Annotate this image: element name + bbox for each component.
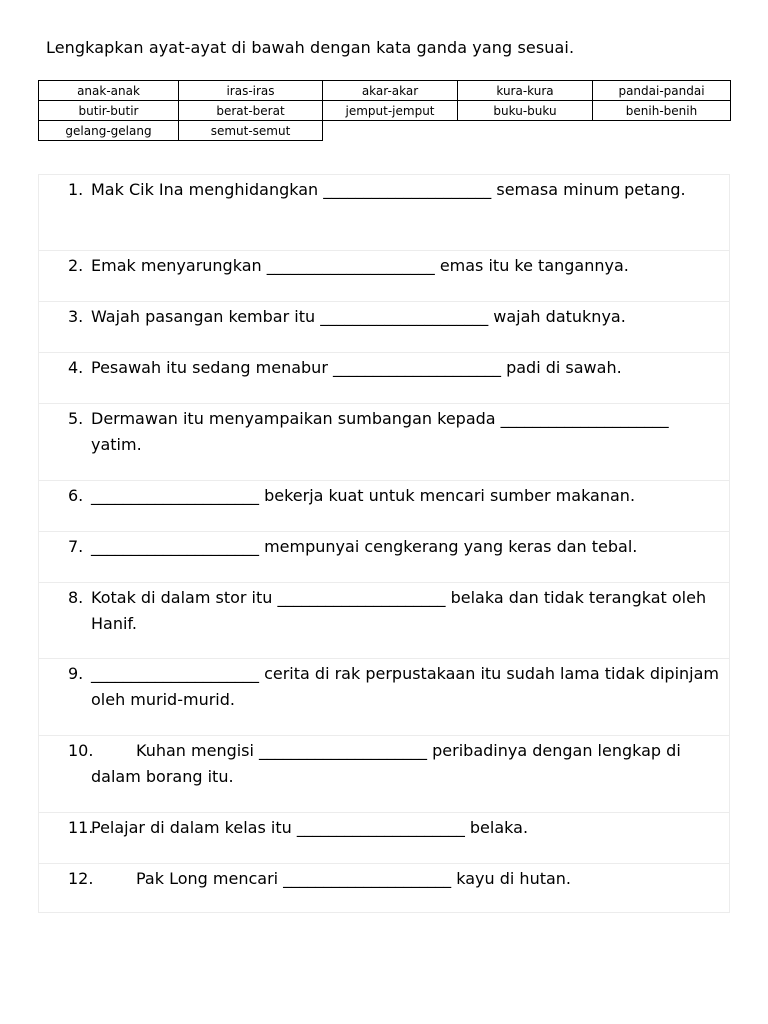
question-text: Dermawan itu menyampaikan sumbangan kepada _____________________ yatim. — [91, 409, 674, 454]
answer-blank[interactable]: _____________________ — [91, 486, 259, 505]
question-number: 8. — [68, 588, 84, 607]
answer-blank[interactable]: _____________________ — [283, 869, 452, 888]
word-bank-cell: iras-iras — [179, 81, 323, 101]
question-item — [39, 175, 729, 251]
question-text: Kuhan mengisi _____________________ peribadinya dengan lengkap di dalam borang itu. — [91, 741, 686, 786]
word-bank-cell: gelang-gelang — [39, 121, 179, 141]
worksheet-instruction: Lengkapkan ayat-ayat di bawah dengan kata ganda yang sesuai. — [46, 38, 575, 57]
answer-blank[interactable]: _____________________ — [332, 358, 501, 377]
word-bank-cell: butir-butir — [39, 101, 179, 121]
question-number: 6. — [68, 486, 84, 505]
word-bank-cell: jemput-jemput — [323, 101, 458, 121]
answer-blank[interactable]: _____________________ — [320, 307, 489, 326]
question-item — [39, 864, 729, 918]
word-bank-cell: kura-kura — [458, 81, 593, 101]
word-bank-table — [38, 80, 731, 141]
question-number: 7. — [68, 537, 84, 556]
question-number: 1. — [68, 180, 84, 199]
question-item — [39, 583, 729, 659]
answer-blank[interactable]: _____________________ — [91, 664, 259, 683]
question-item — [39, 353, 729, 404]
word-bank-cell: benih-benih — [593, 101, 731, 121]
word-bank-cell: semut-semut — [179, 121, 323, 141]
question-text: Pesawah itu sedang menabur _____________________ padi di sawah. — [91, 358, 622, 377]
question-item — [39, 659, 729, 736]
question-item — [39, 736, 729, 813]
answer-blank[interactable]: _____________________ — [266, 256, 435, 275]
question-item — [39, 481, 729, 532]
question-list — [38, 174, 730, 913]
answer-blank[interactable]: _____________________ — [296, 818, 465, 837]
word-bank-row — [39, 81, 731, 101]
question-number: 11. — [68, 818, 94, 837]
word-bank-cell: akar-akar — [323, 81, 458, 101]
question-item — [39, 302, 729, 353]
question-item — [39, 813, 729, 864]
question-number: 12. — [68, 869, 94, 888]
question-text: _____________________ bekerja kuat untuk mencari sumber makanan. — [91, 486, 636, 505]
question-text: Wajah pasangan kembar itu _____________________ wajah datuknya. — [91, 307, 626, 326]
question-text: Pak Long mencari _____________________ kayu di hutan. — [136, 869, 572, 888]
question-text: _____________________ mempunyai cengkerang yang keras dan tebal. — [91, 537, 638, 556]
word-bank-cell: buku-buku — [458, 101, 593, 121]
question-item — [39, 404, 729, 481]
question-number: 9. — [68, 664, 84, 683]
question-number: 5. — [68, 409, 84, 428]
question-number: 2. — [68, 256, 84, 275]
answer-blank[interactable]: _____________________ — [323, 180, 492, 199]
question-text: _____________________ cerita di rak perpustakaan itu sudah lama tidak dipinjam oleh murid-murid. — [91, 664, 725, 709]
word-bank-cell: pandai-pandai — [593, 81, 731, 101]
word-bank-row — [39, 101, 731, 121]
question-text: Kotak di dalam stor itu _____________________ belaka dan tidak terangkat oleh Hanif. — [91, 588, 712, 633]
word-bank-cell: anak-anak — [39, 81, 179, 101]
question-text: Mak Cik Ina menghidangkan _____________________ semasa minum petang. — [91, 180, 686, 199]
question-item — [39, 532, 729, 583]
question-item — [39, 251, 729, 302]
answer-blank[interactable]: _____________________ — [500, 409, 669, 428]
question-number: 10. — [68, 741, 94, 760]
answer-blank[interactable]: _____________________ — [91, 537, 259, 556]
word-bank-cell: berat-berat — [179, 101, 323, 121]
answer-blank[interactable]: _____________________ — [259, 741, 428, 760]
question-number: 3. — [68, 307, 84, 326]
question-text: Emak menyarungkan _____________________ emas itu ke tangannya. — [91, 256, 629, 275]
word-bank-row — [39, 121, 731, 141]
question-number: 4. — [68, 358, 84, 377]
question-text: Pelajar di dalam kelas itu _____________________ belaka. — [91, 818, 529, 837]
answer-blank[interactable]: _____________________ — [277, 588, 446, 607]
